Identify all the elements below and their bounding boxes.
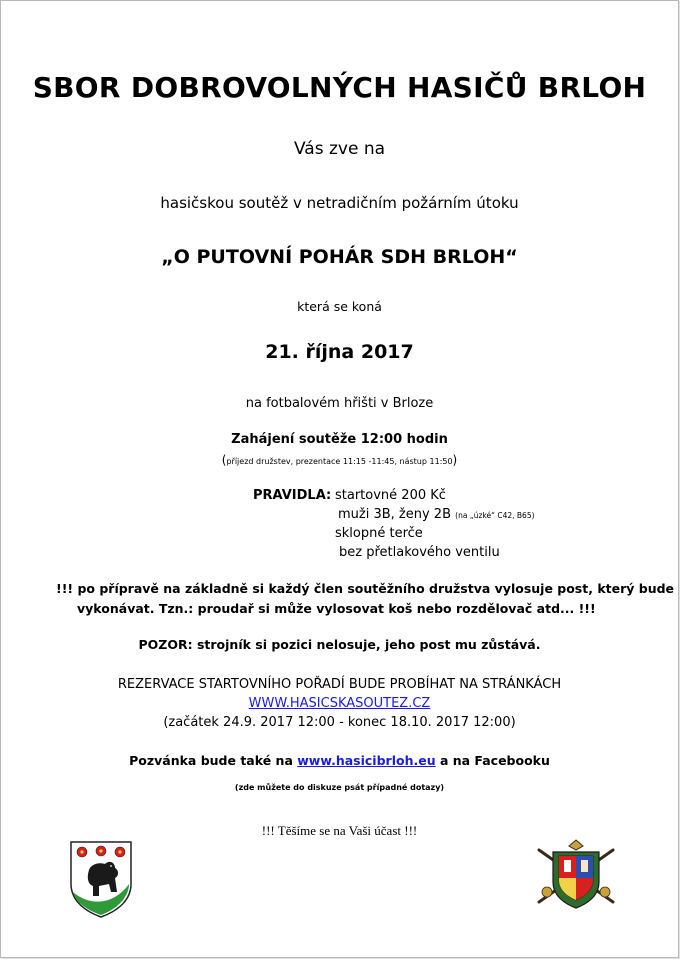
rule-valve: bez přetlakového ventilu — [339, 545, 500, 560]
cup-name: „O PUTOVNÍ POHÁR SDH BRLOH“ — [161, 246, 518, 268]
closing-line: !!! Těšíme se na Vaši účast !!! — [261, 823, 418, 838]
discussion-note: (zde můžete do diskuze psát případné dotazy) — [234, 783, 445, 792]
held-text: která se koná — [297, 299, 382, 314]
pozvanka-line — [1, 753, 678, 768]
draw-note-line1: !!! po přípravě na základně si každý člen soutěžního družstva vylosuje post, který bude — [56, 581, 675, 596]
pozor-label: POZOR: — [138, 637, 193, 652]
invite-line: Vás zve na — [293, 139, 386, 159]
page-title: SBOR DOBROVOLNÝCH HASIČŮ BRLOH — [32, 71, 647, 104]
event-venue: na fotbalovém hřišti v Brloze — [245, 396, 434, 411]
event-subtitle: hasičskou soutěž v netradičním požárním útoku — [160, 194, 519, 212]
reservation-link[interactable]: WWW.HASICSKASOUTEZ.CZ — [248, 696, 431, 711]
arrival-schedule — [1, 453, 678, 467]
pozor-note — [1, 637, 678, 652]
rules-label: PRAVIDLA: — [253, 488, 332, 503]
reservation-period: (začátek 24.9. 2017 12:00 - konec 18.10. 2017 12:00) — [163, 715, 516, 730]
pozvanka-after: a na Facebooku — [435, 753, 550, 768]
rule-teams-text: muži 3B, ženy 2B — [338, 507, 452, 522]
pozor-text: strojník si pozici nelosuje, jeho post mu zůstává. — [192, 637, 541, 652]
firefighter-emblem-icon — [531, 836, 621, 911]
rule-teams — [338, 507, 535, 522]
village-crest-icon — [69, 840, 133, 918]
rule-targets: sklopné terče — [335, 526, 423, 541]
arrival-text: příjezd družstev, prezentace 11:15 -11:45, nástup 11:50 — [226, 457, 453, 466]
arrival-close: ) — [452, 453, 458, 467]
reservation-link-line — [1, 696, 678, 711]
website-link[interactable]: www.hasicibrloh.eu — [297, 753, 436, 768]
draw-note-line2: vykonávat. Tzn.: proudař si může vylosovat koš nebo rozdělovač atd... !!! — [77, 601, 596, 616]
rule-teams-note: (na „úzké“ C42, B65) — [455, 511, 535, 520]
arrival-open: ( — [221, 453, 227, 467]
reservation-text: REZERVACE STARTOVNÍHO POŘADÍ BUDE PROBÍHAT NA STRÁNKÁCH — [117, 677, 562, 692]
pozvanka-before: Pozvánka bude také na — [129, 753, 298, 768]
event-date: 21. října 2017 — [265, 341, 414, 363]
rule-fee: startovné 200 Kč — [335, 488, 446, 503]
start-time: Zahájení soutěže 12:00 hodin — [231, 432, 448, 447]
